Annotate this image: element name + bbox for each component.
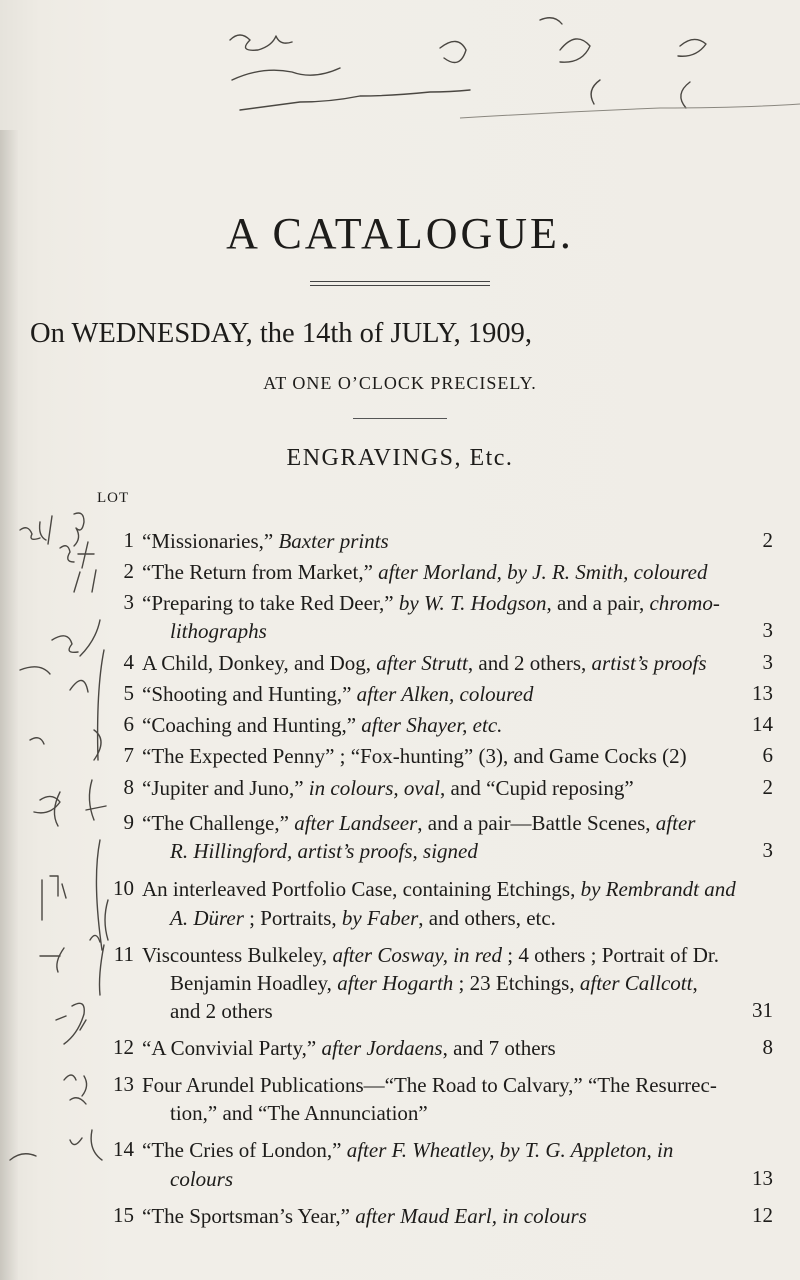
lot-description: “A Convivial Party,” after Jordaens, and 7 others — [142, 1036, 556, 1060]
lot-number: 13 — [113, 1072, 134, 1096]
lot-number: 1 — [123, 528, 134, 552]
lot-quantity: 13 — [752, 681, 773, 705]
lot-quantity: 3 — [762, 838, 773, 862]
lot-quantity: 13 — [752, 1166, 773, 1190]
lot-quantity: 2 — [762, 528, 773, 552]
lot-quantity: 14 — [752, 712, 773, 736]
lot-description: “Coaching and Hunting,” after Shayer, etc. — [142, 713, 503, 737]
lot-quantity: 31 — [752, 998, 773, 1022]
lot-description: “The Challenge,” after Landseer, and a pair—Battle Scenes, after — [142, 811, 696, 835]
lot-description: “Preparing to take Red Deer,” by W. T. Hodgson, and a pair, chromo- — [142, 591, 720, 615]
lot-description: “The Expected Penny” ; “Fox-hunting” (3), and Game Cocks (2) — [142, 744, 687, 768]
sale-date-line: On WEDNESDAY, the 14th of JULY, 1909, — [30, 318, 532, 349]
lot-number: 11 — [113, 942, 134, 966]
lot-number: 14 — [113, 1137, 134, 1161]
lot-number: 5 — [123, 681, 134, 705]
lot-description: “The Cries of London,” after F. Wheatley, by T. G. Appleton, in — [142, 1138, 674, 1162]
lot-description: A Child, Donkey, and Dog, after Strutt, and 2 others, artist’s proofs — [142, 651, 707, 675]
lot-description: “Shooting and Hunting,” after Alken, coloured — [142, 682, 534, 706]
lot-number: 8 — [123, 775, 134, 799]
lot-quantity: 8 — [762, 1035, 773, 1059]
section-heading: ENGRAVINGS, Etc. — [286, 445, 514, 471]
sale-time-line: AT ONE O’CLOCK PRECISELY. — [263, 373, 537, 393]
lot-number: 2 — [123, 559, 134, 583]
lot-number: 6 — [123, 712, 134, 736]
lot-number: 9 — [123, 810, 134, 834]
lot-description: “The Sportsman’s Year,” after Maud Earl, in colours — [142, 1204, 587, 1228]
lot-quantity: 12 — [752, 1203, 773, 1227]
lot-number: 15 — [113, 1203, 134, 1227]
lot-column-header: LOT — [97, 490, 130, 506]
lot-description: “Missionaries,” Baxter prints — [142, 529, 389, 553]
lot-number: 4 — [123, 650, 134, 674]
lot-number: 7 — [123, 743, 134, 767]
lot-quantity: 3 — [762, 618, 773, 642]
lot-description: “The Return from Market,” after Morland, by J. R. Smith, coloured — [142, 560, 708, 584]
lot-description-continued: colours — [170, 1167, 233, 1191]
lot-number: 3 — [123, 590, 134, 614]
lot-description: An interleaved Portfolio Case, containing Etchings, by Rembrandt and — [142, 877, 736, 901]
lot-description: Four Arundel Publications—“The Road to Calvary,” “The Resurrec- — [142, 1073, 717, 1097]
lot-description-continued: R. Hillingford, artist’s proofs, signed — [170, 839, 478, 863]
lot-quantity: 2 — [762, 775, 773, 799]
lot-number: 12 — [113, 1035, 134, 1059]
lot-quantity: 6 — [762, 743, 773, 767]
lot-number: 10 — [113, 876, 134, 900]
lot-description-continued: lithographs — [170, 619, 267, 643]
lot-description-continued: tion,” and “The Annunciation” — [170, 1101, 428, 1125]
lot-quantity: 3 — [762, 650, 773, 674]
lot-description: Viscountess Bulkeley, after Cosway, in red ; 4 others ; Portrait of Dr. — [142, 943, 719, 967]
lot-description: “Jupiter and Juno,” in colours, oval, and “Cupid reposing” — [142, 776, 634, 800]
lot-description-continued: and 2 others — [170, 999, 273, 1023]
lot-description-continued: Benjamin Hoadley, after Hogarth ; 23 Etchings, after Callcott, — [170, 971, 698, 995]
lot-description-continued: A. Dürer ; Portraits, by Faber, and others, etc. — [170, 906, 556, 930]
catalogue-title: A CATALOGUE. — [226, 209, 574, 258]
